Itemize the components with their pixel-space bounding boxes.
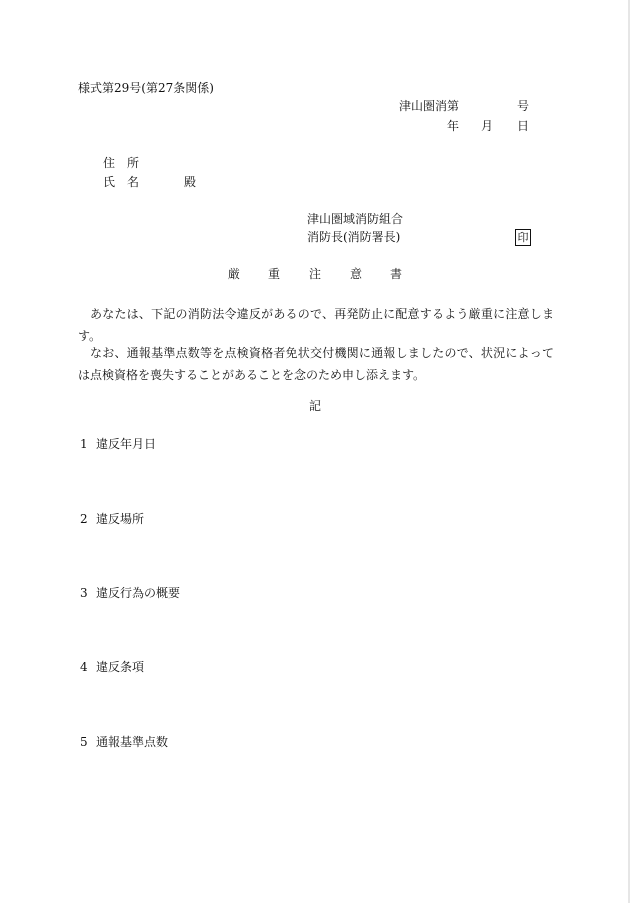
item-5-label: 通報基準点数 bbox=[96, 735, 169, 749]
body-paragraph-1-text: あなたは、下記の消防法令違反があるので、再発防止に配意するよう厳重に注意します。 bbox=[78, 307, 554, 343]
doc-number-suffix: 号 bbox=[517, 99, 530, 113]
body-paragraph-1 bbox=[78, 303, 554, 347]
item-1-label: 違反年月日 bbox=[96, 437, 157, 451]
ki-heading: 記 bbox=[309, 399, 322, 413]
item-2-number: 2 bbox=[80, 512, 88, 526]
doc-number-prefix: 津山圏消第 bbox=[399, 99, 460, 113]
item-2-label: 違反場所 bbox=[96, 512, 145, 526]
body-paragraph-2-text: なお、通報基準点数等を点検資格者免状交付機関に通報しましたので、状況によっては点検資格を喪失することがあることを念のため申し添えます。 bbox=[78, 346, 554, 382]
date-year: 年 bbox=[447, 119, 460, 133]
title-char-1: 厳 bbox=[228, 267, 241, 281]
issuer-title: 消防長(消防署長) bbox=[307, 230, 401, 244]
date-day: 日 bbox=[517, 119, 530, 133]
item-4-number: 4 bbox=[80, 660, 88, 674]
date-month: 月 bbox=[481, 119, 494, 133]
name-label: 氏 名 bbox=[103, 175, 140, 189]
item-3-label: 違反行為の概要 bbox=[96, 586, 181, 600]
item-3-number: 3 bbox=[80, 586, 88, 600]
title-char-4: 意 bbox=[350, 267, 363, 281]
honorific: 殿 bbox=[184, 175, 197, 189]
address-label: 住 所 bbox=[103, 156, 140, 170]
item-5-number: 5 bbox=[80, 735, 88, 749]
body-paragraph-2 bbox=[78, 342, 554, 386]
seal-mark: 印 bbox=[515, 229, 531, 246]
item-4-label: 違反条項 bbox=[96, 660, 145, 674]
title-char-5: 書 bbox=[390, 267, 403, 281]
item-1-number: 1 bbox=[80, 437, 88, 451]
title-char-3: 注 bbox=[309, 267, 322, 281]
form-number: 様式第29号(第27条関係) bbox=[78, 81, 214, 95]
title-char-2: 重 bbox=[268, 267, 281, 281]
issuer-org: 津山圏域消防組合 bbox=[307, 212, 404, 226]
